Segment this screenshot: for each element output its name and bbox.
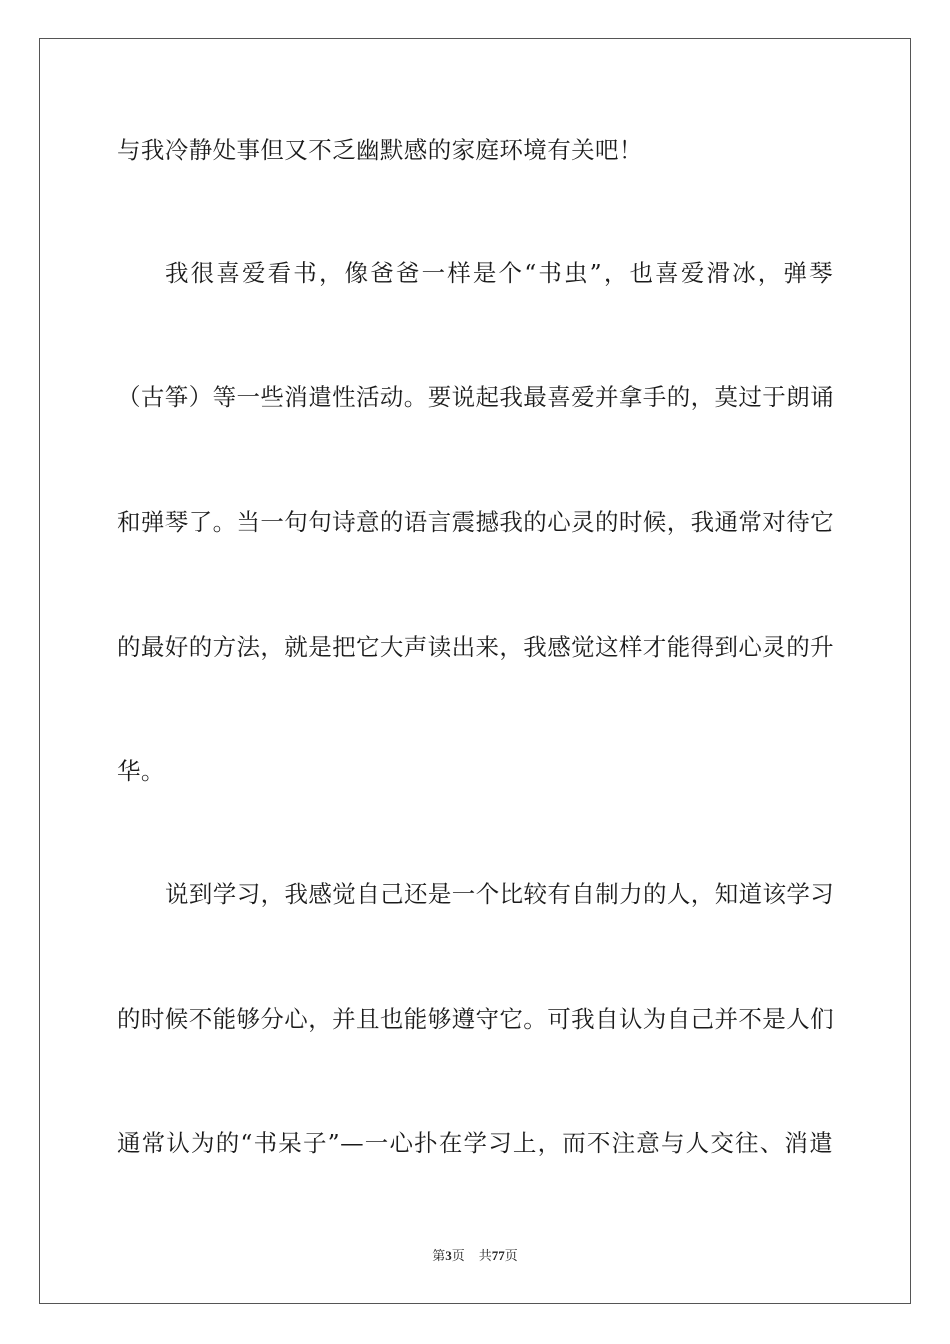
paragraph-line-5: 的最好的方法，就是把它大声读出来，我感觉这样才能得到心灵的升 bbox=[117, 633, 834, 661]
paragraph-line-6: 华。 bbox=[117, 757, 165, 785]
paragraph-line-4: 和弹琴了。当一句句诗意的语言震撼我的心灵的时候，我通常对待它 bbox=[117, 508, 834, 536]
page-border bbox=[39, 38, 911, 1304]
paragraph-line-1: 与我冷静处事但又不乏幽默感的家庭环境有关吧！ bbox=[117, 136, 643, 164]
paragraph-line-2: 我很喜爱看书，像爸爸一样是个“书虫”，也喜爱滑冰，弹琴 bbox=[165, 259, 833, 287]
page-prefix: 第 bbox=[432, 1249, 446, 1264]
paragraph-line-9: 通常认为的“书呆子”—一心扑在学习上，而不注意与人交往、消遣 bbox=[117, 1129, 833, 1157]
total-suffix: 页 bbox=[504, 1249, 518, 1264]
paragraph-line-7: 说到学习，我感觉自己还是一个比较有自制力的人，知道该学习 bbox=[165, 880, 835, 908]
total-pages: 77 bbox=[491, 1248, 505, 1263]
total-prefix: 共 bbox=[478, 1249, 492, 1264]
paragraph-line-8: 的时候不能够分心，并且也能够遵守它。可我自认为自己并不是人们 bbox=[117, 1005, 834, 1033]
paragraph-line-3: （古筝）等一些消遣性活动。要说起我最喜爱并拿手的，莫过于朗诵 bbox=[117, 383, 834, 411]
page-footer bbox=[0, 1246, 950, 1267]
page-suffix: 页 bbox=[451, 1249, 465, 1264]
page-number: 3 bbox=[445, 1248, 452, 1263]
